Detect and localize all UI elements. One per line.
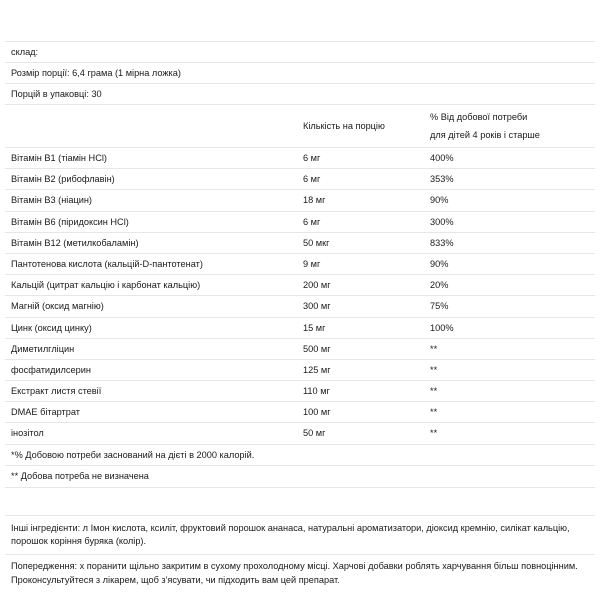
footnote-1: *% Добовою потреби заснований на дієті в 2000 калорій. [11, 449, 255, 460]
table-row [5, 253, 595, 274]
nutrient-name: Пантотенова кислота (кальцій-D-пантотенат) [11, 258, 203, 269]
nutrient-amount: 110 мг [303, 386, 330, 397]
nutrient-daily-value: 90% [430, 195, 449, 206]
table-row [5, 422, 595, 443]
table-row [5, 211, 595, 232]
table-row [5, 401, 595, 422]
nutrient-name: фосфатидилсерин [11, 364, 91, 375]
nutrient-daily-value: ** [430, 407, 438, 418]
warning: Попередження: х поранити щільно закритим в сухому прохолодному місці. Харчові добавки роблять харчування більш повноцінним. Проконсультуйтеся з лікарем, щоб з'ясувати, чи підходить вам цей препарат. [5, 554, 595, 593]
nutrient-daily-value: 353% [430, 174, 454, 185]
nutrient-daily-value: 75% [430, 301, 449, 312]
nutrient-amount: 500 мг [303, 343, 331, 354]
nutrient-amount: 50 мкг [303, 237, 330, 248]
nutrient-name: Цинк (оксид цинку) [11, 322, 92, 333]
supplement-facts [5, 41, 595, 593]
servings-per-container: Порцій в упаковці: 30 [11, 89, 102, 99]
nutrient-amount: 300 мг [303, 301, 331, 312]
section-divider [5, 487, 595, 515]
daily-value-header-line1: % Від добової потреби [430, 112, 528, 122]
table-row [5, 274, 595, 295]
nutrient-daily-value: ** [430, 386, 438, 397]
nutrient-name: інозітол [11, 428, 44, 439]
daily-value-header-line2: для дітей 4 років і старше [430, 130, 540, 140]
table-row [5, 168, 595, 189]
servings-per-container-row [5, 83, 595, 104]
table-row [5, 189, 595, 210]
nutrient-amount: 6 мг [303, 174, 321, 185]
nutrient-daily-value: 100% [430, 322, 454, 333]
nutrient-daily-value: ** [430, 428, 438, 439]
nutrient-amount: 15 мг [303, 322, 326, 333]
nutrient-name: Кальцій (цитрат кальцію і карбонат кальцію) [11, 280, 201, 291]
nutrient-name: Вітамін B2 (рибофлавін) [11, 174, 115, 185]
nutrient-name: Диметилгліцин [11, 343, 75, 354]
nutrient-daily-value: ** [430, 364, 438, 375]
composition-row [5, 41, 595, 62]
table-row [5, 147, 595, 168]
nutrient-amount: 9 мг [303, 258, 321, 269]
table-row [5, 338, 595, 359]
nutrient-amount: 200 мг [303, 280, 331, 291]
nutrient-amount: 100 мг [303, 407, 331, 418]
nutrient-name: Вітамін B12 (метилкобаламін) [11, 237, 139, 248]
other-ingredients: Інші інгредієнти: л Імон кислота, ксиліт, фруктовий порошок ананаса, натуральні ароматизатори, діоксид кремнію, силікат кальцію, порошок коріння буряка (колір). [5, 515, 595, 555]
serving-size: Розмір порції: 6,4 грама (1 мірна ложка) [11, 68, 181, 78]
nutrient-name: Вітамін B1 (тіамін HCl) [11, 153, 107, 163]
nutrient-name: Екстракт листя стевії [11, 386, 102, 397]
nutrient-amount: 125 мг [303, 364, 331, 375]
table-row [5, 295, 595, 316]
nutrient-rows [5, 147, 595, 444]
nutrient-daily-value: 833% [430, 237, 454, 248]
table-row [5, 232, 595, 253]
table-row [5, 317, 595, 338]
footnote-2: ** Добова потреба не визначена [11, 471, 149, 482]
footnote-not-established [5, 465, 595, 487]
composition-label: склад: [11, 47, 39, 57]
nutrient-name: Вітамін B3 (ніацин) [11, 195, 92, 206]
nutrient-name: Магній (оксид магнію) [11, 301, 104, 312]
nutrient-daily-value: ** [430, 343, 438, 354]
nutrient-amount: 6 мг [303, 216, 321, 227]
table-row [5, 359, 595, 380]
nutrient-daily-value: 300% [430, 216, 454, 227]
nutrient-name: DMAE бітартрат [11, 407, 80, 418]
footnote-daily-value [5, 444, 595, 466]
table-row [5, 380, 595, 401]
nutrient-amount: 50 мг [303, 428, 326, 439]
nutrient-name: Вітамін B6 (піридоксин HCl) [11, 216, 129, 227]
nutrient-daily-value: 20% [430, 280, 449, 291]
nutrient-daily-value: 400% [430, 153, 454, 163]
serving-size-row [5, 62, 595, 83]
nutrient-amount: 6 мг [303, 153, 321, 163]
amount-column-header: Кількість на порцію [303, 121, 385, 131]
table-header [5, 104, 595, 147]
nutrient-amount: 18 мг [303, 195, 326, 206]
nutrient-daily-value: 90% [430, 258, 449, 269]
